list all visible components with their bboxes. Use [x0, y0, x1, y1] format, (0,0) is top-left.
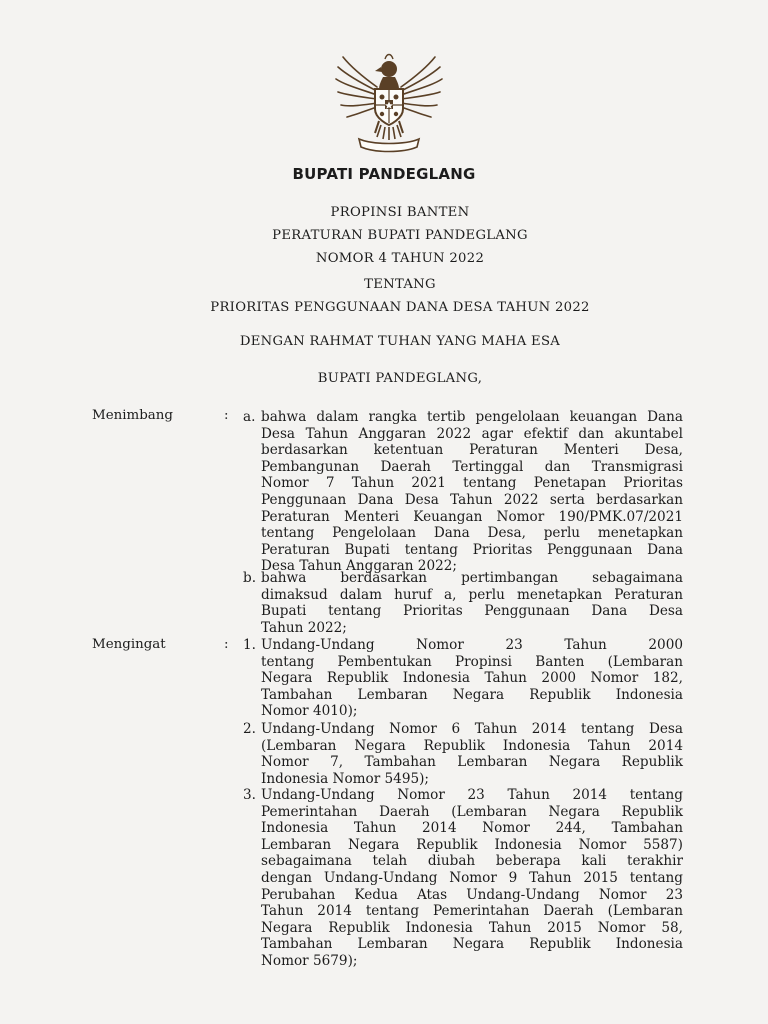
text-line: dengan Undang-Undang Nomor 9 Tahun 2015 tentang: [261, 869, 683, 886]
item-marker: b.: [243, 570, 257, 586]
regulation-line: PERATURAN BUPATI PANDEGLANG: [272, 228, 528, 243]
text-line: Pemerintahan Daerah (Lembaran Negara Republik: [261, 803, 683, 820]
remembering-colon: :: [224, 637, 229, 652]
issuer-line: BUPATI PANDEGLANG,: [317, 371, 483, 386]
remembering-item-3: [261, 787, 683, 970]
text-line: Nomor 7 Tahun 2021 tentang Penetapan Prioritas: [261, 475, 683, 492]
garuda-pancasila-emblem: [333, 47, 445, 157]
text-line: Indonesia Tahun 2014 Nomor 244, Tambahan: [261, 820, 683, 837]
text-line: Peraturan Bupati tentang Prioritas Penggunaan Dana: [261, 541, 683, 558]
remembering-label: Mengingat: [92, 637, 166, 652]
text-line: Penggunaan Dana Desa Tahun 2022 serta berdasarkan: [261, 491, 683, 508]
item-marker: 2.: [243, 721, 256, 737]
text-line: Tahun 2014 tentang Pemerintahan Daerah (Lembaran: [261, 903, 683, 920]
remembering-item-1: [261, 637, 683, 720]
regulation-subject: PRIORITAS PENGGUNAAN DANA DESA TAHUN 2022: [210, 300, 590, 315]
item-marker: 3.: [243, 787, 256, 803]
text-line: tentang Pembentukan Propinsi Banten (Lembaran: [261, 653, 683, 670]
issuer-title: BUPATI PANDEGLANG: [292, 165, 476, 183]
text-line: Pembangunan Daerah Tertinggal dan Transmigrasi: [261, 458, 683, 475]
text-line: (Lembaran Negara Republik Indonesia Tahun 2014: [261, 737, 683, 754]
text-line: Indonesia Nomor 5495);: [261, 770, 430, 787]
text-line: tentang Pengelolaan Dana Desa, perlu menetapkan: [261, 525, 683, 542]
text-line: Tahun 2022;: [261, 619, 347, 636]
text-line: sebagaimana telah diubah beberapa kali terakhir: [261, 853, 683, 870]
text-line: Desa Tahun Anggaran 2022;: [261, 558, 457, 575]
text-line: Tambahan Lembaran Negara Republik Indonesia: [261, 936, 683, 953]
text-line: Desa Tahun Anggaran 2022 agar efektif dan akuntabel: [261, 425, 683, 442]
text-line: Negara Republik Indonesia Tahun 2000 Nomor 182,: [261, 670, 683, 687]
remembering-item-2: [261, 721, 683, 787]
regulation-number: NOMOR 4 TAHUN 2022: [315, 251, 485, 266]
considering-label: Menimbang: [92, 408, 173, 423]
considering-item-a: [261, 409, 683, 575]
text-line: Nomor 4010);: [261, 703, 358, 720]
blessing-line: DENGAN RAHMAT TUHAN YANG MAHA ESA: [239, 334, 561, 349]
text-line: Nomor 7, Tambahan Lembaran Negara Republik: [261, 754, 683, 771]
considering-item-b: [261, 570, 683, 636]
text-line: Lembaran Negara Republik Indonesia Nomor 5587): [261, 836, 683, 853]
considering-colon: :: [224, 408, 229, 423]
text-line: berdasarkan ketentuan Peraturan Menteri Desa,: [261, 442, 683, 459]
about-heading: TENTANG: [364, 277, 436, 292]
item-marker: 1.: [243, 637, 256, 653]
text-line: Tambahan Lembaran Negara Republik Indonesia: [261, 686, 683, 703]
text-line: Peraturan Menteri Keuangan Nomor 190/PMK.07/2021: [261, 508, 683, 525]
province-line: PROPINSI BANTEN: [330, 205, 470, 220]
text-line: Nomor 5679);: [261, 952, 358, 969]
text-line: Undang-Undang Nomor 23 Tahun 2000: [261, 637, 683, 653]
text-line: Perubahan Kedua Atas Undang-Undang Nomor 23: [261, 886, 683, 903]
text-line: bahwa dalam rangka tertib pengelolaan keuangan Dana: [261, 409, 683, 425]
item-marker: a.: [243, 409, 256, 425]
text-line: bahwa berdasarkan pertimbangan sebagaimana: [261, 570, 683, 586]
text-line: Bupati tentang Prioritas Penggunaan Dana Desa: [261, 603, 683, 620]
text-line: Undang-Undang Nomor 6 Tahun 2014 tentang Desa: [261, 721, 683, 737]
text-line: dimaksud dalam huruf a, perlu menetapkan Peraturan: [261, 586, 683, 603]
text-line: Negara Republik Indonesia Tahun 2015 Nomor 58,: [261, 919, 683, 936]
text-line: Undang-Undang Nomor 23 Tahun 2014 tentang: [261, 787, 683, 803]
